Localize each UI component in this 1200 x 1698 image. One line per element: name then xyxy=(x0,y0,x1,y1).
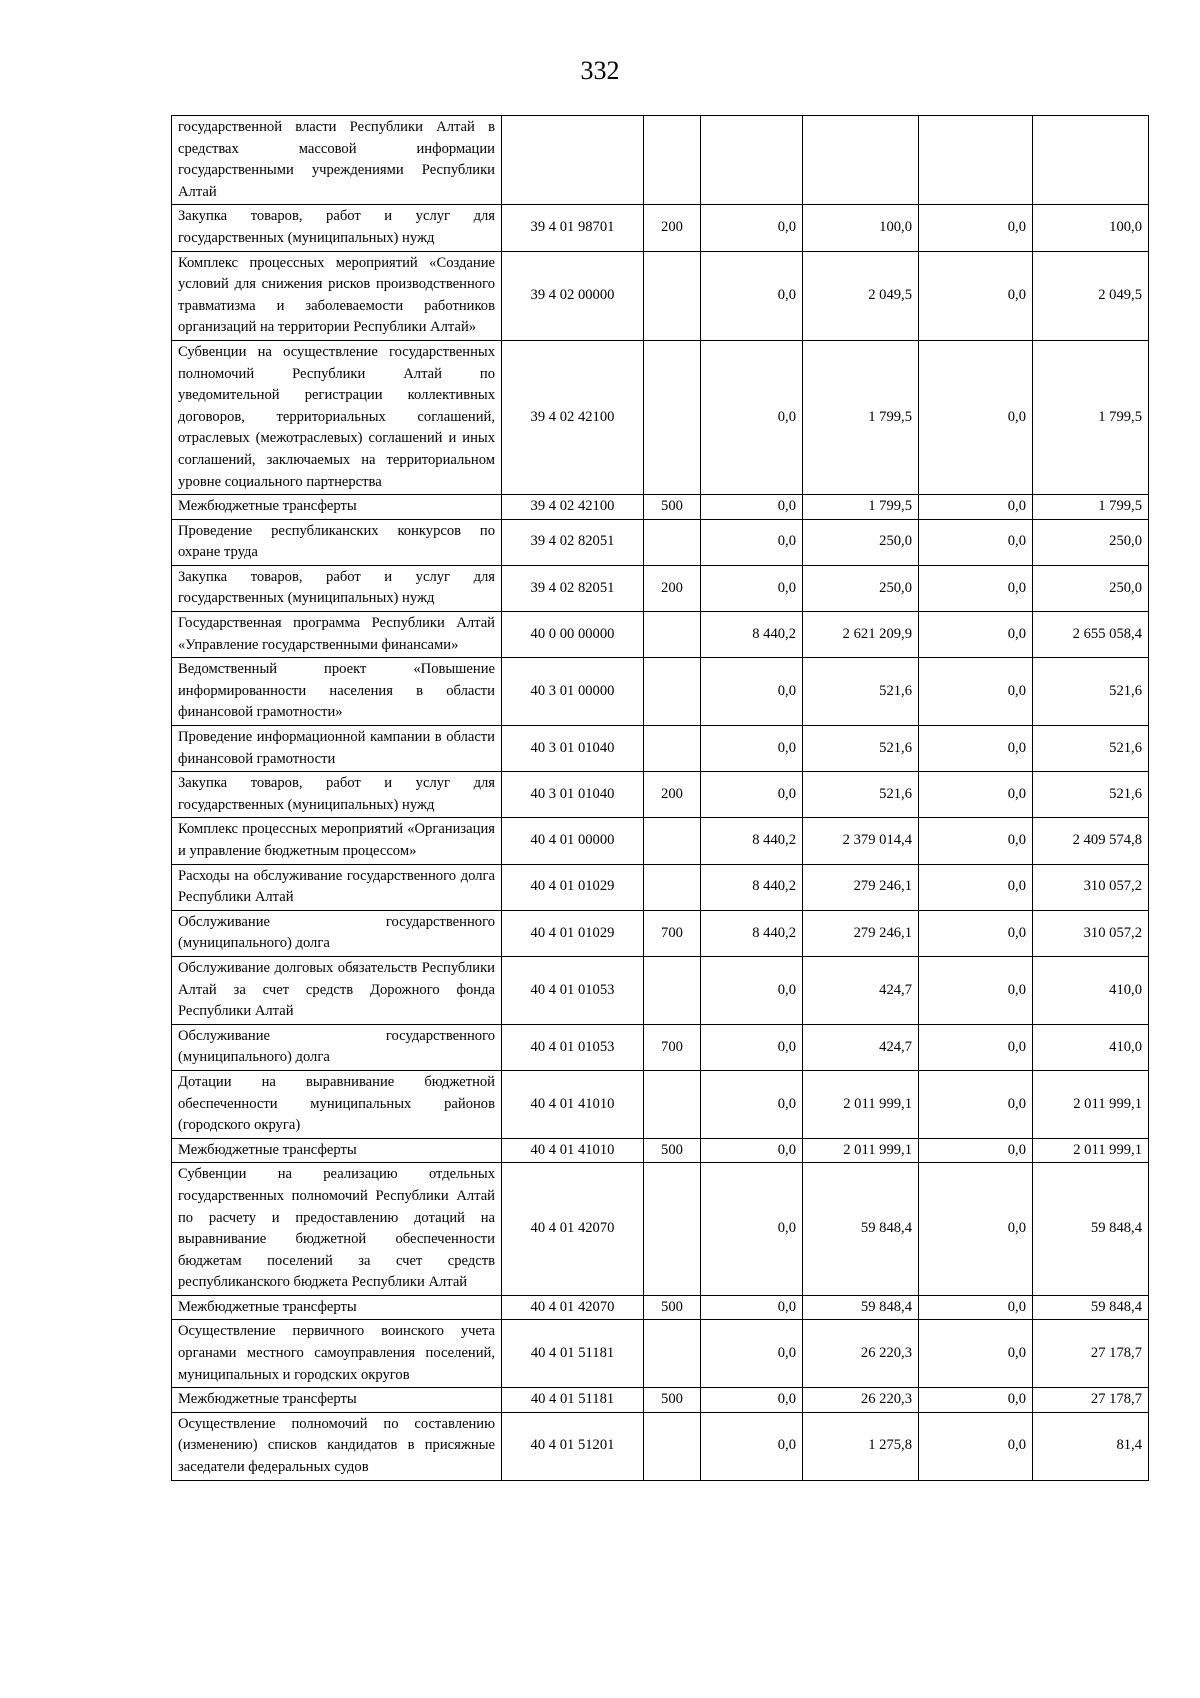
amount-cell-4: 521,6 xyxy=(1033,658,1149,726)
expense-type-cell xyxy=(644,251,701,340)
expense-name-cell: Межбюджетные трансферты xyxy=(172,1138,502,1163)
target-code-cell: 39 4 02 82051 xyxy=(502,565,644,611)
target-code-cell: 40 0 00 00000 xyxy=(502,612,644,658)
expense-name-cell: Осуществление полномочий по составлению (изменению) списков кандидатов в присяжные заседатели федеральных судов xyxy=(172,1412,502,1480)
amount-cell-2: 521,6 xyxy=(803,726,919,772)
expense-name-cell: Обслуживание долговых обязательств Республики Алтай за счет средств Дорожного фонда Республики Алтай xyxy=(172,956,502,1024)
expense-name-cell: Межбюджетные трансферты xyxy=(172,495,502,520)
target-code-cell: 39 4 02 00000 xyxy=(502,251,644,340)
amount-cell-4: 100,0 xyxy=(1033,205,1149,251)
amount-cell-3 xyxy=(919,116,1033,205)
expense-name-cell: Проведение информационной кампании в области финансовой грамотности xyxy=(172,726,502,772)
amount-cell-3: 0,0 xyxy=(919,612,1033,658)
amount-cell-4: 2 011 999,1 xyxy=(1033,1070,1149,1138)
amount-cell-2: 2 379 014,4 xyxy=(803,818,919,864)
amount-cell-1: 0,0 xyxy=(701,205,803,251)
amount-cell-3: 0,0 xyxy=(919,658,1033,726)
amount-cell-1: 0,0 xyxy=(701,1388,803,1413)
amount-cell-2: 100,0 xyxy=(803,205,919,251)
expense-name-cell: государственной власти Республики Алтай в средствах массовой информации государственными учреждениями Республики Алтай xyxy=(172,116,502,205)
table-row xyxy=(172,772,1149,818)
table-row xyxy=(172,910,1149,956)
amount-cell-2: 521,6 xyxy=(803,658,919,726)
amount-cell-1 xyxy=(701,116,803,205)
amount-cell-2: 2 011 999,1 xyxy=(803,1070,919,1138)
amount-cell-1: 0,0 xyxy=(701,956,803,1024)
amount-cell-3: 0,0 xyxy=(919,1295,1033,1320)
amount-cell-1: 0,0 xyxy=(701,1024,803,1070)
amount-cell-3: 0,0 xyxy=(919,726,1033,772)
amount-cell-3: 0,0 xyxy=(919,864,1033,910)
amount-cell-3: 0,0 xyxy=(919,956,1033,1024)
table-row xyxy=(172,612,1149,658)
expense-type-cell: 500 xyxy=(644,1388,701,1413)
expense-type-cell: 500 xyxy=(644,1295,701,1320)
expense-name-cell: Проведение республиканских конкурсов по охране труда xyxy=(172,519,502,565)
amount-cell-3: 0,0 xyxy=(919,495,1033,520)
amount-cell-3: 0,0 xyxy=(919,1388,1033,1413)
amount-cell-1: 0,0 xyxy=(701,1295,803,1320)
amount-cell-4: 521,6 xyxy=(1033,772,1149,818)
target-code-cell: 40 4 01 01029 xyxy=(502,910,644,956)
expense-type-cell xyxy=(644,1320,701,1388)
target-code-cell: 40 4 01 51201 xyxy=(502,1412,644,1480)
amount-cell-4 xyxy=(1033,116,1149,205)
table-row xyxy=(172,1320,1149,1388)
amount-cell-1: 0,0 xyxy=(701,565,803,611)
target-code-cell: 40 4 01 01053 xyxy=(502,956,644,1024)
amount-cell-1: 0,0 xyxy=(701,1138,803,1163)
amount-cell-2: 424,7 xyxy=(803,1024,919,1070)
budget-table xyxy=(171,115,1149,1481)
amount-cell-1: 0,0 xyxy=(701,251,803,340)
target-code-cell: 39 4 02 82051 xyxy=(502,519,644,565)
target-code-cell: 40 4 01 41010 xyxy=(502,1070,644,1138)
amount-cell-4: 250,0 xyxy=(1033,565,1149,611)
expense-name-cell: Ведомственный проект «Повышение информированности населения в области финансовой грамотности» xyxy=(172,658,502,726)
page-number: 332 xyxy=(580,56,620,85)
table-row xyxy=(172,818,1149,864)
amount-cell-1: 0,0 xyxy=(701,726,803,772)
amount-cell-1: 0,0 xyxy=(701,658,803,726)
expense-name-cell: Расходы на обслуживание государственного долга Республики Алтай xyxy=(172,864,502,910)
amount-cell-1: 0,0 xyxy=(701,772,803,818)
target-code-cell: 39 4 02 42100 xyxy=(502,495,644,520)
amount-cell-3: 0,0 xyxy=(919,1163,1033,1296)
expense-name-cell: Комплекс процессных мероприятий «Создание условий для снижения рисков производственного травматизма и заболеваемости работников организаций на территории Республики Алтай» xyxy=(172,251,502,340)
table-row xyxy=(172,116,1149,205)
amount-cell-1: 8 440,2 xyxy=(701,910,803,956)
amount-cell-1: 0,0 xyxy=(701,495,803,520)
target-code-cell: 40 4 01 00000 xyxy=(502,818,644,864)
amount-cell-1: 0,0 xyxy=(701,340,803,494)
expense-type-cell xyxy=(644,519,701,565)
expense-type-cell: 200 xyxy=(644,205,701,251)
expense-type-cell xyxy=(644,864,701,910)
table-row xyxy=(172,340,1149,494)
table-row xyxy=(172,864,1149,910)
expense-type-cell: 700 xyxy=(644,1024,701,1070)
amount-cell-2: 59 848,4 xyxy=(803,1295,919,1320)
amount-cell-2: 59 848,4 xyxy=(803,1163,919,1296)
table-row xyxy=(172,205,1149,251)
target-code-cell: 40 3 01 00000 xyxy=(502,658,644,726)
amount-cell-4: 250,0 xyxy=(1033,519,1149,565)
amount-cell-2: 1 275,8 xyxy=(803,1412,919,1480)
amount-cell-3: 0,0 xyxy=(919,340,1033,494)
amount-cell-2: 2 011 999,1 xyxy=(803,1138,919,1163)
expense-name-cell: Закупка товаров, работ и услуг для государственных (муниципальных) нужд xyxy=(172,772,502,818)
expense-name-cell: Субвенции на осуществление государственных полномочий Республики Алтай по уведомительной регистрации коллективных договоров, территориальных соглашений, отраслевых (межотраслевых) соглашений и иных соглашений, заключаемых на территориальном уровне социального партнерства xyxy=(172,340,502,494)
amount-cell-3: 0,0 xyxy=(919,772,1033,818)
amount-cell-4: 59 848,4 xyxy=(1033,1163,1149,1296)
amount-cell-2: 2 621 209,9 xyxy=(803,612,919,658)
amount-cell-3: 0,0 xyxy=(919,1412,1033,1480)
amount-cell-3: 0,0 xyxy=(919,519,1033,565)
expense-name-cell: Дотации на выравнивание бюджетной обеспеченности муниципальных районов (городского округа) xyxy=(172,1070,502,1138)
table-row xyxy=(172,1163,1149,1296)
amount-cell-3: 0,0 xyxy=(919,1070,1033,1138)
table-row xyxy=(172,519,1149,565)
expense-type-cell xyxy=(644,340,701,494)
expense-name-cell: Субвенции на реализацию отдельных государственных полномочий Республики Алтай по расчету и предоставлению дотаций на выравнивание бюджетной обеспеченности бюджетам поселений за счет средств республиканского бюджета Республики Алтай xyxy=(172,1163,502,1296)
target-code-cell: 40 4 01 51181 xyxy=(502,1388,644,1413)
amount-cell-2: 424,7 xyxy=(803,956,919,1024)
amount-cell-2: 279 246,1 xyxy=(803,864,919,910)
expense-type-cell: 200 xyxy=(644,772,701,818)
expense-type-cell xyxy=(644,612,701,658)
table-row xyxy=(172,1388,1149,1413)
amount-cell-4: 2 049,5 xyxy=(1033,251,1149,340)
target-code-cell: 39 4 02 42100 xyxy=(502,340,644,494)
amount-cell-4: 521,6 xyxy=(1033,726,1149,772)
amount-cell-3: 0,0 xyxy=(919,1024,1033,1070)
target-code-cell: 40 4 01 41010 xyxy=(502,1138,644,1163)
expense-name-cell: Закупка товаров, работ и услуг для государственных (муниципальных) нужд xyxy=(172,205,502,251)
amount-cell-2: 279 246,1 xyxy=(803,910,919,956)
amount-cell-2: 1 799,5 xyxy=(803,340,919,494)
expense-type-cell xyxy=(644,818,701,864)
amount-cell-1: 8 440,2 xyxy=(701,864,803,910)
amount-cell-4: 410,0 xyxy=(1033,1024,1149,1070)
amount-cell-3: 0,0 xyxy=(919,1320,1033,1388)
target-code-cell: 40 4 01 01029 xyxy=(502,864,644,910)
amount-cell-1: 0,0 xyxy=(701,1412,803,1480)
expense-type-cell xyxy=(644,1070,701,1138)
target-code-cell: 40 4 01 42070 xyxy=(502,1163,644,1296)
expense-name-cell: Межбюджетные трансферты xyxy=(172,1388,502,1413)
amount-cell-4: 81,4 xyxy=(1033,1412,1149,1480)
amount-cell-4: 1 799,5 xyxy=(1033,495,1149,520)
expense-name-cell: Закупка товаров, работ и услуг для государственных (муниципальных) нужд xyxy=(172,565,502,611)
expense-type-cell: 700 xyxy=(644,910,701,956)
amount-cell-2: 1 799,5 xyxy=(803,495,919,520)
target-code-cell: 40 4 01 51181 xyxy=(502,1320,644,1388)
table-row xyxy=(172,1412,1149,1480)
target-code-cell: 40 3 01 01040 xyxy=(502,772,644,818)
amount-cell-1: 8 440,2 xyxy=(701,818,803,864)
expense-type-cell: 500 xyxy=(644,495,701,520)
amount-cell-1: 0,0 xyxy=(701,1070,803,1138)
expense-type-cell xyxy=(644,726,701,772)
table-row xyxy=(172,956,1149,1024)
target-code-cell: 40 4 01 42070 xyxy=(502,1295,644,1320)
amount-cell-2: 250,0 xyxy=(803,565,919,611)
amount-cell-2: 26 220,3 xyxy=(803,1320,919,1388)
amount-cell-4: 27 178,7 xyxy=(1033,1320,1149,1388)
amount-cell-4: 1 799,5 xyxy=(1033,340,1149,494)
target-code-cell: 40 4 01 01053 xyxy=(502,1024,644,1070)
target-code-cell: 40 3 01 01040 xyxy=(502,726,644,772)
amount-cell-1: 0,0 xyxy=(701,1163,803,1296)
expense-type-cell xyxy=(644,116,701,205)
table-row xyxy=(172,1024,1149,1070)
amount-cell-3: 0,0 xyxy=(919,818,1033,864)
amount-cell-3: 0,0 xyxy=(919,910,1033,956)
amount-cell-2: 26 220,3 xyxy=(803,1388,919,1413)
amount-cell-4: 310 057,2 xyxy=(1033,910,1149,956)
amount-cell-1: 0,0 xyxy=(701,519,803,565)
expense-type-cell: 200 xyxy=(644,565,701,611)
expense-name-cell: Осуществление первичного воинского учета органами местного самоуправления поселений, муниципальных и городских округов xyxy=(172,1320,502,1388)
expense-name-cell: Обслуживание государственного (муниципального) долга xyxy=(172,910,502,956)
amount-cell-4: 410,0 xyxy=(1033,956,1149,1024)
table-row xyxy=(172,251,1149,340)
budget-table-body xyxy=(172,116,1149,1481)
table-row xyxy=(172,1295,1149,1320)
amount-cell-3: 0,0 xyxy=(919,1138,1033,1163)
expense-name-cell: Государственная программа Республики Алтай «Управление государственными финансами» xyxy=(172,612,502,658)
target-code-cell: 39 4 01 98701 xyxy=(502,205,644,251)
table-row xyxy=(172,1070,1149,1138)
amount-cell-4: 310 057,2 xyxy=(1033,864,1149,910)
expense-type-cell: 500 xyxy=(644,1138,701,1163)
expense-name-cell: Обслуживание государственного (муниципального) долга xyxy=(172,1024,502,1070)
amount-cell-3: 0,0 xyxy=(919,251,1033,340)
amount-cell-2: 2 049,5 xyxy=(803,251,919,340)
expense-type-cell xyxy=(644,1163,701,1296)
amount-cell-2: 250,0 xyxy=(803,519,919,565)
amount-cell-3: 0,0 xyxy=(919,205,1033,251)
table-row xyxy=(172,495,1149,520)
expense-type-cell xyxy=(644,658,701,726)
amount-cell-1: 0,0 xyxy=(701,1320,803,1388)
amount-cell-4: 59 848,4 xyxy=(1033,1295,1149,1320)
expense-type-cell xyxy=(644,1412,701,1480)
expense-type-cell xyxy=(644,956,701,1024)
expense-name-cell: Межбюджетные трансферты xyxy=(172,1295,502,1320)
amount-cell-2: 521,6 xyxy=(803,772,919,818)
table-row xyxy=(172,1138,1149,1163)
table-row xyxy=(172,658,1149,726)
amount-cell-1: 8 440,2 xyxy=(701,612,803,658)
table-row xyxy=(172,565,1149,611)
amount-cell-3: 0,0 xyxy=(919,565,1033,611)
amount-cell-4: 2 011 999,1 xyxy=(1033,1138,1149,1163)
expense-name-cell: Комплекс процессных мероприятий «Организация и управление бюджетным процессом» xyxy=(172,818,502,864)
amount-cell-4: 27 178,7 xyxy=(1033,1388,1149,1413)
amount-cell-4: 2 655 058,4 xyxy=(1033,612,1149,658)
amount-cell-4: 2 409 574,8 xyxy=(1033,818,1149,864)
target-code-cell xyxy=(502,116,644,205)
table-row xyxy=(172,726,1149,772)
amount-cell-2 xyxy=(803,116,919,205)
